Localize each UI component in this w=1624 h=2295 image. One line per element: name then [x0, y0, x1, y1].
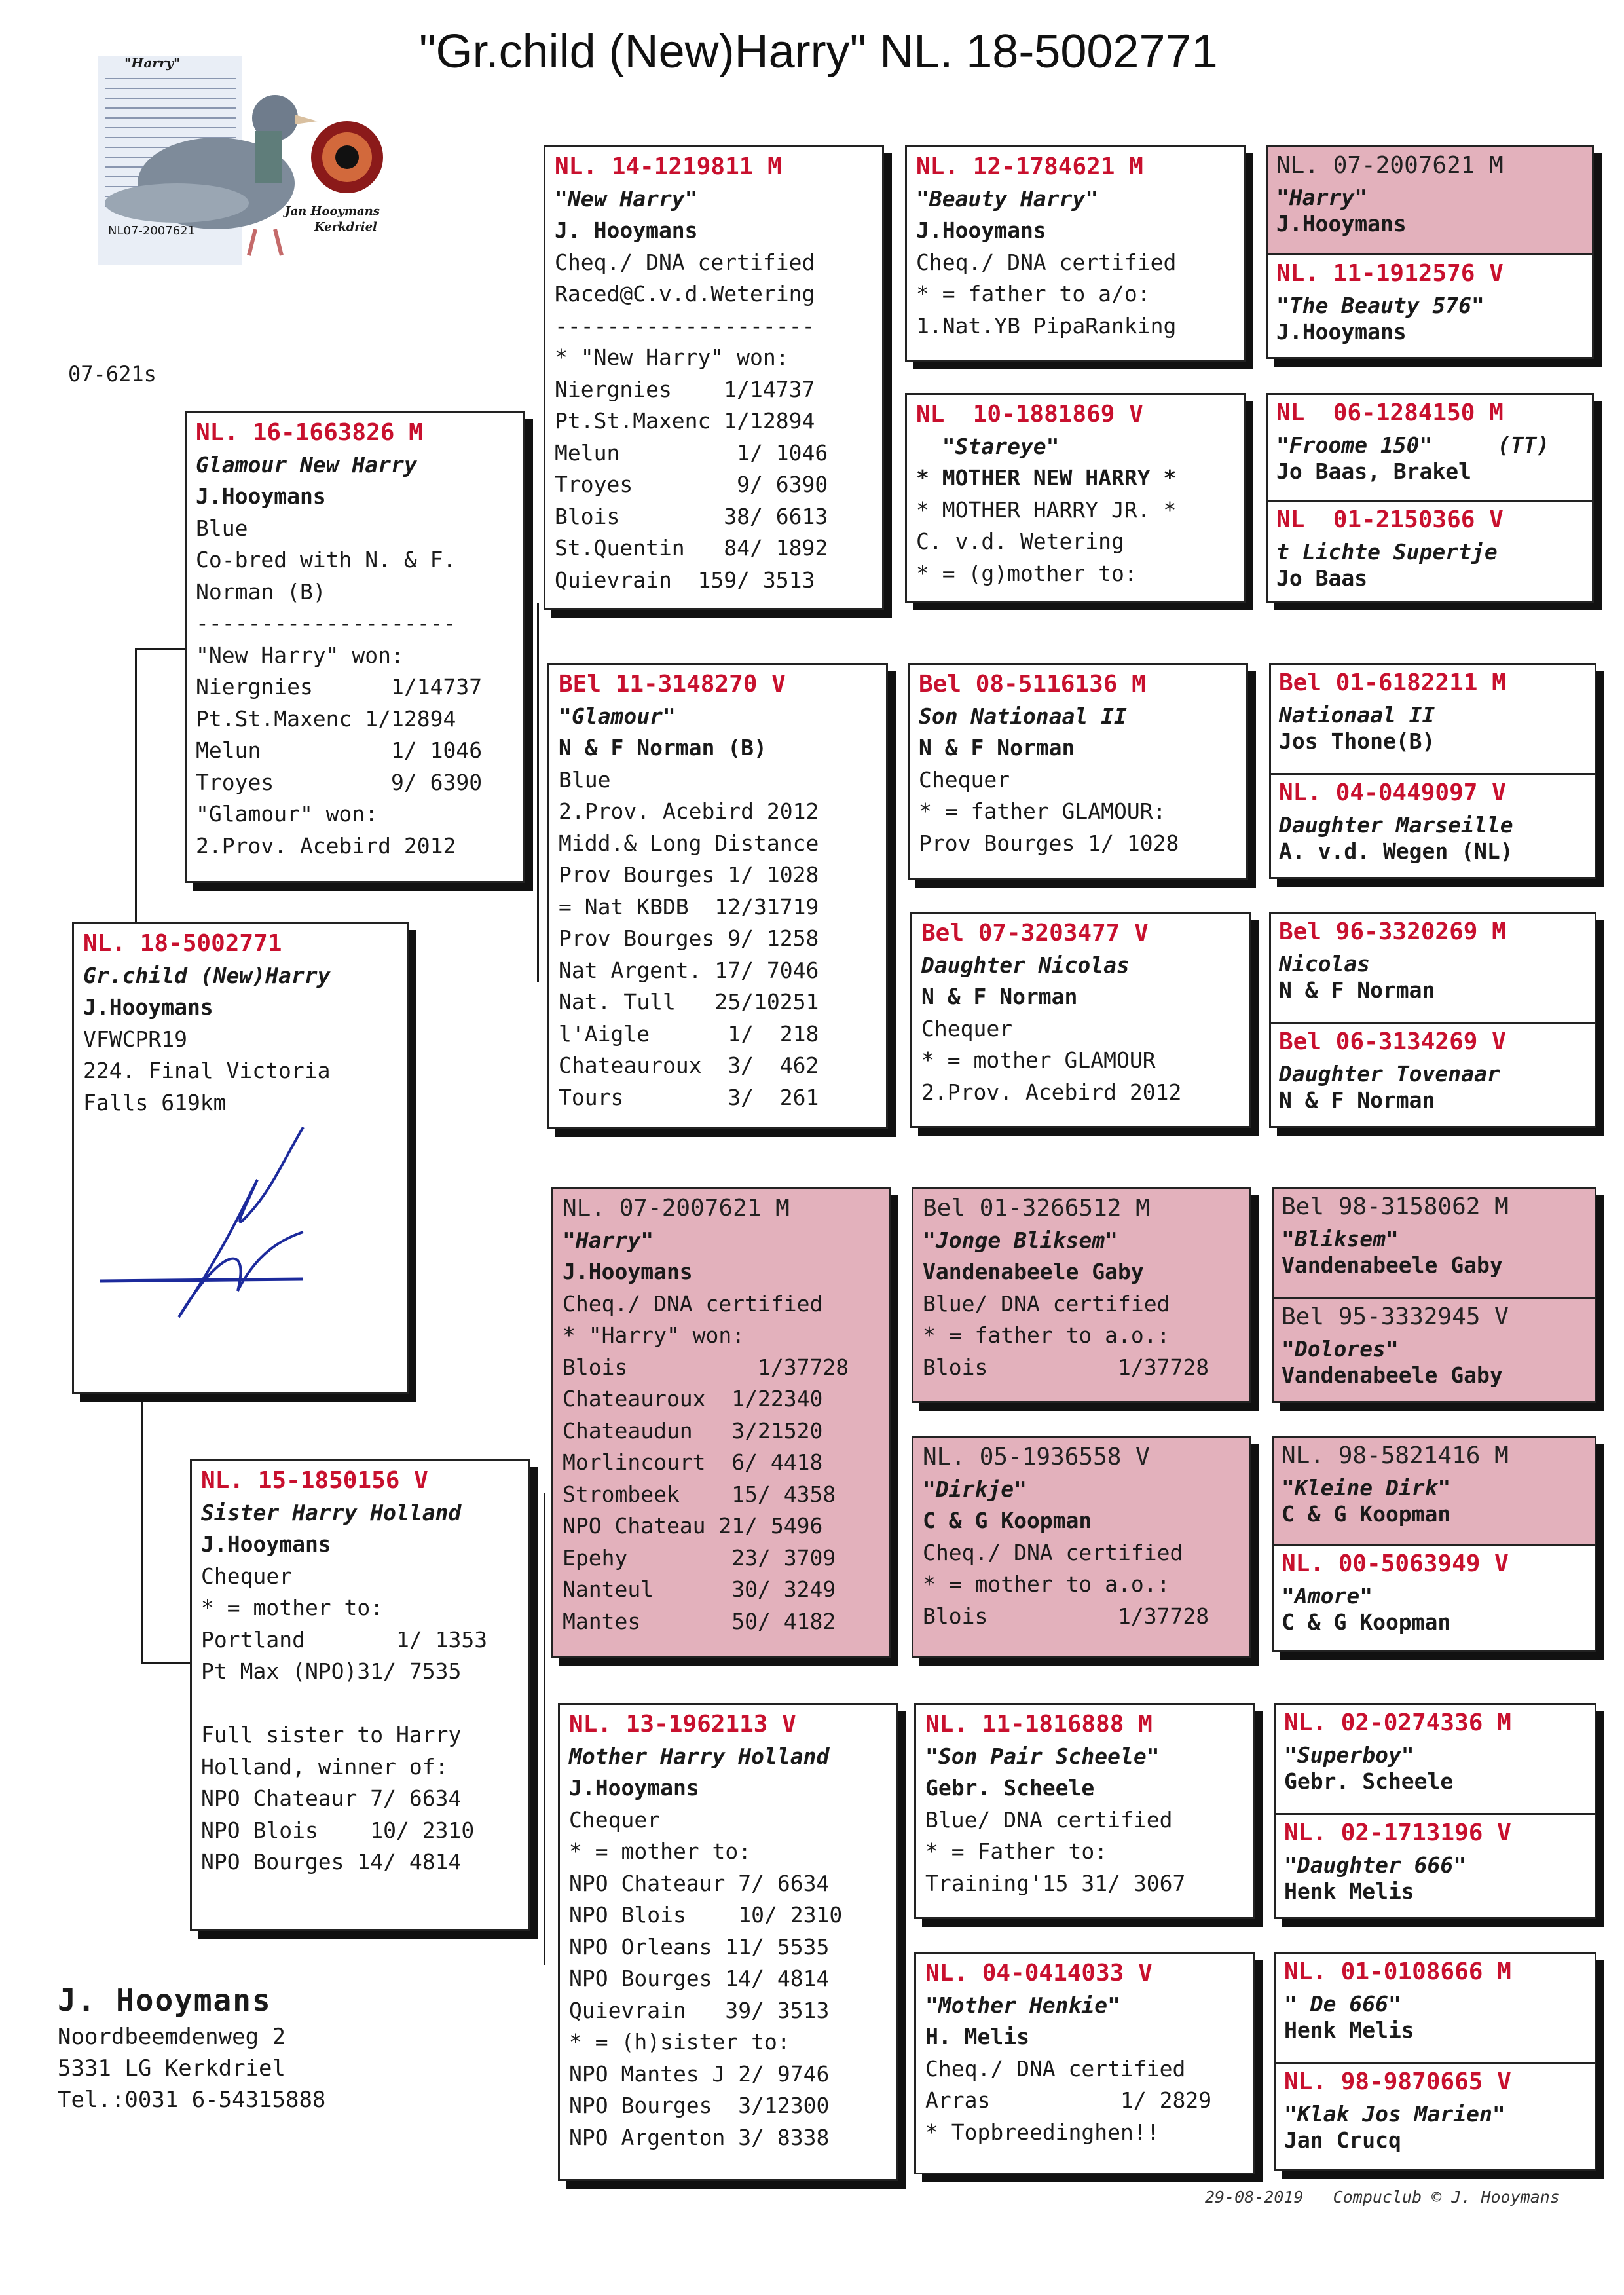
gp-line: Prov Bourges 9/ 1258 — [559, 925, 819, 951]
dam-line: Holland, winner of: — [201, 1753, 449, 1780]
g3-line: Blue/ DNA certified — [925, 1806, 1173, 1833]
gp-line: Pt.St.Maxenc 1/12894 — [555, 408, 815, 434]
g3-reg: NL. 05-1936558 V — [923, 1444, 1150, 1470]
g4-card — [1272, 1187, 1596, 1403]
g4-breeder: Henk Melis — [1284, 1878, 1414, 1904]
g4-card — [1269, 663, 1596, 879]
gp-line: Melun 1/ 1046 — [555, 439, 828, 466]
g3-breeder: Vandenabeele Gaby — [923, 1259, 1144, 1284]
page-title: "Gr.child (New)Harry" NL. 18-5002771 — [419, 26, 1218, 78]
gp-line: Quievrain 39/ 3513 — [569, 1997, 830, 2023]
dam-card — [190, 1459, 530, 1931]
sire-line: Niergnies 1/14737 — [196, 674, 483, 700]
g3-breeder: C & G Koopman — [923, 1508, 1092, 1533]
gp-reg: NL. 14-1219811 M — [555, 153, 782, 180]
sire-line: 2.Prov. Acebird 2012 — [196, 832, 456, 859]
gp-line: Chateauroux 1/22340 — [563, 1386, 823, 1411]
g4-reg: NL. 02-1713196 V — [1284, 1819, 1511, 1846]
sire-code: 07-621s — [68, 362, 157, 386]
g4-name: "Froome 150" (TT) — [1276, 432, 1550, 458]
g4-breeder: J.Hooymans — [1276, 210, 1407, 236]
gp-name: "Glamour" — [559, 703, 676, 729]
gp-name: "Harry" — [563, 1227, 654, 1253]
connector-line — [889, 799, 891, 956]
g3-line: Blue/ DNA certified — [923, 1290, 1170, 1316]
gp-line: Blois 38/ 6613 — [555, 503, 828, 529]
g4-reg: NL. 02-0274336 M — [1284, 1709, 1511, 1736]
connector-line — [135, 648, 189, 650]
subject-line: Falls 619km — [83, 1089, 227, 1115]
dam-line: NPO Chateaur 7/ 6634 — [201, 1785, 462, 1811]
g4-breeder: Jo Baas — [1276, 565, 1368, 591]
gp-line: l'Aigle 1/ 218 — [559, 1020, 819, 1047]
gp-breeder: J. Hooymans — [555, 217, 698, 243]
g3-line: * = mother GLAMOUR — [921, 1047, 1156, 1073]
gp-breeder: J.Hooymans — [569, 1775, 699, 1801]
gp-line: -------------------- — [555, 312, 815, 339]
connector-line — [544, 1493, 545, 1965]
g3-line: Arras 1/ 2829 — [925, 2087, 1212, 2113]
subject-name: Gr.child (New)Harry — [83, 962, 331, 988]
sire-name: Glamour New Harry — [196, 451, 417, 477]
gp-line: Cheq./ DNA certified — [555, 249, 815, 275]
g4-reg: Bel 06-3134269 V — [1279, 1028, 1506, 1055]
owner-street: Noordbeemdenweg 2 — [58, 2024, 286, 2050]
sire-line: Melun 1/ 1046 — [196, 737, 483, 763]
g4-dam — [1276, 1815, 1595, 1905]
g4-card — [1266, 145, 1594, 359]
footer — [1205, 2188, 1560, 2207]
g4-breeder: Jan Crucq — [1284, 2127, 1401, 2153]
dam-line: Pt Max (NPO)31/ 7535 — [201, 1658, 462, 1684]
g4-card — [1269, 912, 1596, 1128]
sire-line: Blue — [196, 515, 248, 541]
owner-phone: Tel.:0031 6-54315888 — [58, 2087, 326, 2113]
gp-line: Nanteul 30/ 3249 — [563, 1577, 836, 1602]
sire-line: -------------------- — [196, 610, 456, 636]
subject-reg: NL. 18-5002771 — [83, 930, 282, 957]
g4-name: "Klak Jos Marien" — [1284, 2100, 1505, 2127]
g3-line: Blois 1/37728 — [923, 1354, 1209, 1380]
g4-reg: NL. 01-0108666 M — [1284, 1958, 1511, 1985]
g3-line: * = father GLAMOUR: — [919, 798, 1166, 824]
g3-line: * = (g)mother to: — [916, 560, 1137, 586]
gp-line: Tours 3/ 261 — [559, 1084, 819, 1110]
g3-breeder: J.Hooymans — [916, 217, 1046, 243]
g4-reg: Bel 96-3320269 M — [1279, 918, 1506, 945]
gp-line: Chateauroux 3/ 462 — [559, 1053, 819, 1078]
g3-card — [912, 1187, 1251, 1403]
g3-breeder: * MOTHER NEW HARRY * — [916, 465, 1177, 491]
g4-breeder: Henk Melis — [1284, 2017, 1414, 2043]
gp-line: Blue — [559, 766, 611, 793]
g3-line: Chequer — [921, 1015, 1013, 1041]
g3-card — [914, 1703, 1255, 1919]
pigeon-photo — [59, 52, 399, 269]
gp-line: Epehy 23/ 3709 — [563, 1544, 836, 1571]
gp-reg: BEl 11-3148270 V — [559, 671, 786, 698]
g4-breeder: Jo Baas, Brakel — [1276, 458, 1472, 484]
gp-line: Morlincourt 6/ 4418 — [563, 1449, 823, 1475]
g3-name: Son Nationaal II — [919, 703, 1127, 729]
connector-line — [537, 603, 539, 982]
gp-line: Chateaudun 3/21520 — [563, 1417, 823, 1444]
gp-line: NPO Mantes J 2/ 9746 — [569, 2061, 830, 2087]
g3-name: "Jonge Bliksem" — [923, 1227, 1118, 1253]
g4-name: " De 666" — [1284, 1990, 1401, 2017]
g3-breeder: H. Melis — [925, 2024, 1029, 2049]
subject-line: 224. Final Victoria — [83, 1058, 331, 1083]
g4-breeder: Vandenabeele Gaby — [1282, 1362, 1503, 1388]
gp-line: Mantes 50/ 4182 — [563, 1608, 836, 1634]
g3-reg: NL. 04-0414033 V — [925, 1960, 1153, 1987]
g4-reg: Bel 95-3332945 V — [1282, 1303, 1509, 1330]
g4-dam — [1274, 1299, 1595, 1389]
g3-line: * Topbreedinghen!! — [925, 2119, 1160, 2145]
g3-line: Blois 1/37728 — [923, 1603, 1209, 1629]
signature — [87, 1121, 401, 1337]
gp-line: Cheq./ DNA certified — [563, 1290, 823, 1316]
gp-line: Prov Bourges 1/ 1028 — [559, 862, 819, 887]
gp-line: Chequer — [569, 1806, 661, 1833]
g4-sire — [1276, 1705, 1595, 1795]
g3-line: * MOTHER HARRY JR. * — [916, 496, 1177, 523]
gp-name: "New Harry" — [555, 185, 698, 212]
g4-name: Nicolas — [1279, 950, 1371, 977]
gp-line: NPO Chateaur 7/ 6634 — [569, 1870, 830, 1896]
photo-caption-name: "Harry" — [124, 55, 181, 71]
g4-reg: NL 01-2150366 V — [1276, 506, 1504, 533]
g3-line: C. v.d. Wetering — [916, 529, 1124, 554]
connector-line — [141, 1395, 143, 1664]
dam-line: Portland 1/ 1353 — [201, 1626, 488, 1652]
g4-reg: Bel 98-3158062 M — [1282, 1193, 1509, 1220]
gp-line: NPO Chateau 21/ 5496 — [563, 1513, 823, 1539]
g3-name: "Dirkje" — [923, 1476, 1027, 1502]
granddam-paternal-card — [547, 663, 888, 1129]
gp-line: Midd.& Long Distance — [559, 830, 819, 856]
g3-line: * = Father to: — [925, 1838, 1108, 1864]
gp-line: NPO Argenton 3/ 8338 — [569, 2124, 830, 2150]
g4-sire — [1268, 395, 1592, 485]
g3-card — [908, 663, 1248, 880]
g3-name: "Stareye" — [916, 433, 1060, 459]
sire-breeder: J.Hooymans — [196, 483, 326, 509]
dam-line: NPO Bourges 14/ 4814 — [201, 1849, 462, 1875]
g3-reg: Bel 08-5116136 M — [919, 671, 1146, 698]
gp-reg: NL. 07-2007621 M — [563, 1195, 790, 1222]
granddam-maternal-card — [558, 1703, 898, 2181]
gp-line: * = (h)sister to: — [569, 2029, 790, 2055]
g4-name: "Daughter 666" — [1284, 1852, 1467, 1878]
connector-line — [135, 648, 137, 924]
g4-sire — [1271, 665, 1595, 755]
g3-card — [914, 1952, 1255, 2174]
g4-sire — [1268, 147, 1592, 253]
g4-name: "Kleine Dirk" — [1282, 1474, 1451, 1501]
gp-line: NPO Bourges 3/12300 — [569, 2093, 830, 2118]
sire-line: Norman (B) — [196, 578, 326, 605]
gp-line: Quievrain 159/ 3513 — [555, 567, 815, 593]
gp-name: Mother Harry Holland — [569, 1743, 830, 1769]
g3-reg: Bel 07-3203477 V — [921, 920, 1149, 946]
g4-breeder: Jos Thone(B) — [1279, 728, 1435, 754]
sire-line: Troyes 9/ 6390 — [196, 769, 483, 795]
connector-line — [141, 1662, 190, 1664]
gp-line: Raced@C.v.d.Wetering — [555, 281, 815, 307]
gp-line: = Nat KBDB 12/31719 — [559, 893, 819, 920]
g4-breeder: N & F Norman — [1279, 977, 1435, 1003]
g4-sire — [1274, 1438, 1595, 1544]
g3-reg: NL. 12-1784621 M — [916, 153, 1143, 180]
connector-line — [894, 1303, 896, 1461]
g4-name: "The Beauty 576" — [1276, 292, 1485, 318]
gp-breeder: N & F Norman (B) — [559, 735, 767, 760]
dam-line — [201, 1688, 519, 1720]
g4-dam — [1271, 775, 1595, 865]
dam-line: NPO Blois 10/ 2310 — [201, 1817, 475, 1843]
photo-place: Kerkdriel — [314, 220, 377, 234]
g3-name: "Mother Henkie" — [925, 1992, 1121, 2018]
g4-breeder: J.Hooymans — [1276, 318, 1407, 345]
gp-line: Strombeek 15/ 4358 — [563, 1481, 836, 1507]
gp-line: * "New Harry" won: — [555, 345, 789, 370]
owner-address — [58, 1985, 325, 2116]
sire-line: Co-bred with N. & F. — [196, 547, 456, 572]
owner-city: 5331 LG Kerkdriel — [58, 2055, 286, 2081]
g3-line: Cheq./ DNA certified — [923, 1539, 1183, 1565]
g3-line: * = mother to a.o.: — [923, 1571, 1170, 1597]
g4-name: "Harry" — [1276, 184, 1368, 210]
g4-sire — [1274, 1189, 1595, 1278]
photo-owner: Jan Hooymans — [285, 204, 380, 218]
g4-breeder: A. v.d. Wegen (NL) — [1279, 838, 1513, 864]
g4-name: Nationaal II — [1279, 701, 1435, 728]
g4-name: "Bliksem" — [1282, 1225, 1399, 1252]
dam-line: Full sister to Harry — [201, 1722, 462, 1747]
g4-reg: NL. 98-9870665 V — [1284, 2068, 1511, 2095]
g4-sire — [1271, 914, 1595, 1003]
dam-name: Sister Harry Holland — [201, 1499, 462, 1525]
g3-reg: NL 10-1881869 V — [916, 401, 1143, 428]
subject-line: VFWCPR19 — [83, 1026, 187, 1052]
g4-reg: Bel 01-6182211 M — [1279, 669, 1506, 696]
g4-breeder: C & G Koopman — [1282, 1501, 1451, 1527]
g4-card — [1266, 393, 1594, 603]
g4-dam — [1276, 2064, 1595, 2154]
photo-ring-number: NL07-2007621 — [108, 224, 196, 238]
g3-name: "Son Pair Scheele" — [925, 1743, 1160, 1769]
g3-line: * = father to a.o.: — [923, 1322, 1170, 1348]
gp-line: Nat Argent. 17/ 7046 — [559, 957, 819, 983]
gp-line: Nat. Tull 25/10251 — [559, 989, 819, 1015]
g4-reg: NL. 11-1912576 V — [1276, 260, 1504, 287]
g3-breeder: Gebr. Scheele — [925, 1775, 1095, 1801]
g3-reg: Bel 01-3266512 M — [923, 1195, 1150, 1222]
g4-sire — [1276, 1954, 1595, 2043]
g4-card — [1274, 1703, 1596, 1919]
g4-name: Daughter Marseille — [1279, 812, 1513, 838]
g4-reg: NL. 00-5063949 V — [1282, 1550, 1509, 1577]
g4-reg: NL. 04-0449097 V — [1279, 779, 1506, 806]
g4-name: "Dolores" — [1282, 1335, 1399, 1362]
sire-card — [185, 411, 525, 883]
g4-reg: NL. 98-5821416 M — [1282, 1442, 1509, 1469]
gp-line: St.Quentin 84/ 1892 — [555, 535, 828, 561]
dam-line: * = mother to: — [201, 1595, 384, 1620]
g3-line: * = father to a/o: — [916, 281, 1151, 307]
g4-breeder: Vandenabeele Gaby — [1282, 1252, 1503, 1278]
dam-breeder: J.Hooymans — [201, 1531, 331, 1557]
g3-line: Cheq./ DNA certified — [916, 249, 1177, 275]
g4-dam — [1271, 1024, 1595, 1113]
g3-card — [912, 1436, 1251, 1658]
footer-date: 29-08-2019 — [1205, 2188, 1304, 2207]
sire-line: "New Harry" won: — [196, 642, 404, 668]
gp-line: NPO Bourges 14/ 4814 — [569, 1966, 830, 1991]
gp-reg: NL. 13-1962113 V — [569, 1711, 796, 1738]
g4-breeder: Gebr. Scheele — [1284, 1768, 1454, 1794]
g3-line: Cheq./ DNA certified — [925, 2055, 1186, 2081]
g3-reg: NL. 11-1816888 M — [925, 1711, 1153, 1738]
g3-line: Prov Bourges 1/ 1028 — [919, 830, 1179, 856]
gp-line: Blois 1/37728 — [563, 1354, 849, 1380]
gp-line: * = mother to: — [569, 1838, 752, 1864]
sire-reg: NL. 16-1663826 M — [196, 419, 423, 446]
g4-name: t Lichte Supertje — [1276, 538, 1498, 565]
g3-name: "Beauty Harry" — [916, 185, 1099, 212]
g3-breeder: N & F Norman — [921, 984, 1078, 1009]
gp-line: 2.Prov. Acebird 2012 — [559, 798, 819, 824]
g3-breeder: N & F Norman — [919, 735, 1075, 760]
dam-reg: NL. 15-1850156 V — [201, 1467, 428, 1494]
sire-line: Pt.St.Maxenc 1/12894 — [196, 705, 456, 732]
g3-line: 2.Prov. Acebird 2012 — [921, 1079, 1182, 1105]
g4-name: Daughter Tovenaar — [1279, 1060, 1500, 1087]
grandsire-paternal-card — [544, 145, 884, 610]
g4-name: "Amore" — [1282, 1582, 1373, 1609]
g3-name: Daughter Nicolas — [921, 952, 1130, 978]
gp-breeder: J.Hooymans — [563, 1259, 693, 1284]
subject-card — [72, 922, 409, 1394]
owner-name: J. Hooymans — [58, 1983, 272, 2018]
g4-reg: NL 06-1284150 M — [1276, 400, 1504, 426]
dam-line: Chequer — [201, 1563, 293, 1589]
gp-line: Niergnies 1/14737 — [555, 376, 815, 402]
connector-line — [889, 367, 891, 517]
g4-dam — [1274, 1546, 1595, 1635]
g4-dam — [1268, 255, 1592, 345]
g3-card — [905, 145, 1246, 362]
g4-breeder: C & G Koopman — [1282, 1609, 1451, 1635]
g3-line: 1.Nat.YB PipaRanking — [916, 312, 1177, 339]
g3-card — [910, 912, 1251, 1128]
grandsire-maternal-card — [551, 1187, 891, 1658]
gp-line: * "Harry" won: — [563, 1322, 745, 1348]
g4-breeder: N & F Norman — [1279, 1087, 1435, 1113]
footer-credit: Compuclub © J. Hooymans — [1333, 2188, 1560, 2207]
g3-card — [905, 393, 1246, 603]
g4-dam — [1268, 502, 1592, 591]
g4-card — [1272, 1436, 1596, 1652]
g3-line: Chequer — [919, 766, 1010, 793]
g4-card — [1274, 1952, 1596, 2171]
gp-line: NPO Blois 10/ 2310 — [569, 1902, 843, 1928]
g4-name: "Superboy" — [1284, 1742, 1414, 1768]
gp-line: NPO Orleans 11/ 5535 — [569, 1933, 830, 1960]
subject-breeder: J.Hooymans — [83, 994, 213, 1020]
g3-line: Training'15 31/ 3067 — [925, 1870, 1186, 1896]
g4-reg: NL. 07-2007621 M — [1276, 152, 1504, 179]
gp-line: Troyes 9/ 6390 — [555, 472, 828, 497]
sire-line: "Glamour" won: — [196, 801, 378, 827]
